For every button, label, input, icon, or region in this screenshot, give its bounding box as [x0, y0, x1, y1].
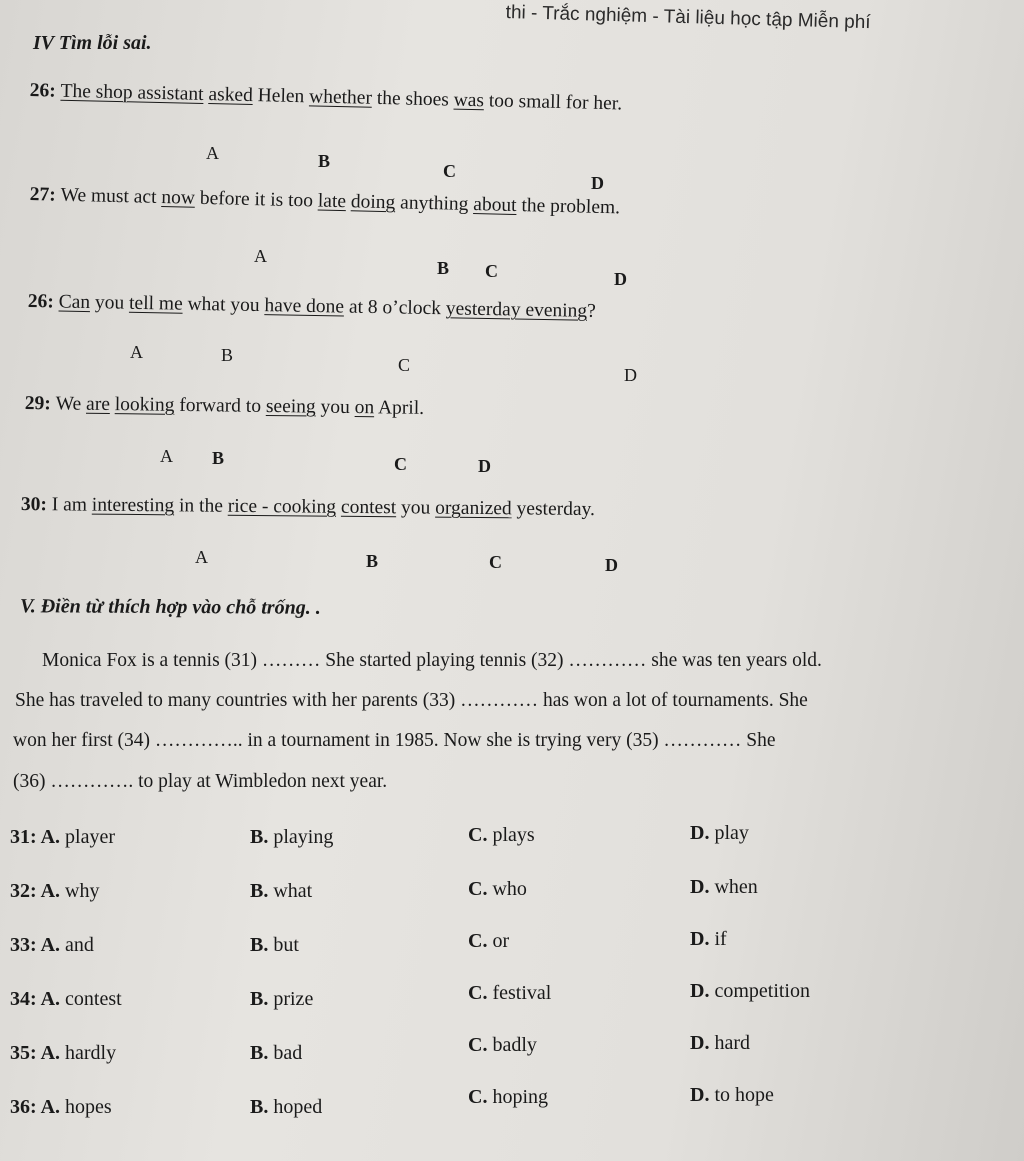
- option-value: when: [709, 876, 758, 898]
- option-key: D.: [690, 980, 710, 1002]
- underlined-segment: late: [317, 190, 347, 213]
- question-number: 29:: [24, 393, 56, 415]
- q30-label-d: D: [605, 555, 618, 575]
- option-number: 34:: [10, 988, 41, 1010]
- option-value: if: [709, 928, 727, 950]
- option-value: who: [487, 878, 527, 900]
- option-33-c: [468, 930, 509, 953]
- option-key: D.: [690, 928, 710, 950]
- sentence-segment: before it is too: [194, 187, 319, 212]
- section-4-title: IV Tìm lỗi sai.: [33, 32, 152, 54]
- option-value: to hope: [709, 1084, 774, 1106]
- option-key: D.: [690, 876, 710, 898]
- section-5-title: V. Điền từ thích hợp vào chỗ trống. .: [19, 595, 321, 619]
- option-value: what: [268, 880, 313, 902]
- q26-label-a: A: [206, 143, 219, 163]
- option-34-b: [250, 988, 313, 1011]
- sentence-segment: Helen: [252, 85, 310, 108]
- option-key: A.: [40, 988, 61, 1010]
- q26-label-b: B: [318, 151, 331, 171]
- q29-label-c: C: [394, 454, 407, 474]
- option-value: bad: [268, 1042, 303, 1064]
- watermark-text: thi - Trắc nghiệm - Tài liệu học tập Miễn phí: [505, 2, 871, 34]
- option-33-d: [690, 928, 727, 951]
- question-30-sentence: [21, 494, 595, 521]
- question-26-sentence: [30, 80, 623, 115]
- option-value: hard: [709, 1032, 750, 1054]
- sentence-segment: April.: [374, 397, 425, 419]
- underlined-segment: looking: [114, 394, 175, 416]
- sentence-segment: you: [396, 497, 436, 519]
- q28-label-d: D: [624, 365, 637, 385]
- sentence-segment: the shoes: [371, 87, 454, 111]
- option-31-d: [690, 822, 749, 845]
- q27-label-a: A: [254, 246, 267, 266]
- underlined-segment: seeing: [265, 395, 316, 418]
- q30-label-a: A: [195, 547, 208, 567]
- q29-label-a: A: [160, 446, 173, 466]
- question-29-sentence: [25, 393, 424, 420]
- option-value: badly: [487, 1034, 537, 1056]
- underlined-segment: whether: [308, 86, 373, 109]
- option-35-c: [468, 1034, 537, 1057]
- underlined-segment: contest: [340, 496, 397, 519]
- q26-label-d: D: [591, 173, 604, 193]
- passage-line-3: won her first (34) ………….. in a tournament in 1985. Now she is trying very (35) ………… She: [13, 730, 776, 751]
- option-value: hopes: [60, 1096, 112, 1118]
- option-key: B.: [250, 826, 269, 848]
- option-value: plays: [487, 824, 535, 846]
- option-value: hoped: [268, 1096, 323, 1118]
- option-36-b: [250, 1096, 322, 1119]
- sentence-segment: too small for her.: [483, 90, 623, 115]
- option-value: hoping: [487, 1086, 549, 1108]
- option-32-d: [690, 876, 758, 899]
- option-value: play: [709, 822, 749, 844]
- option-value: playing: [268, 826, 334, 848]
- question-27-sentence: [30, 184, 621, 219]
- underlined-segment: are: [85, 393, 111, 416]
- option-value: festival: [487, 982, 552, 1004]
- option-key: B.: [250, 934, 269, 956]
- q28-label-c: C: [398, 355, 411, 375]
- option-value: why: [60, 880, 100, 902]
- option-key: C.: [468, 1086, 488, 1108]
- sentence-segment: ?: [586, 300, 596, 322]
- option-33-b: [250, 934, 299, 957]
- option-key: C.: [468, 878, 488, 900]
- option-value: hardly: [60, 1042, 117, 1064]
- option-key: A.: [40, 934, 61, 956]
- passage-line-2: She has traveled to many countries with her parents (33) ………… has won a lot of tournaments. She: [15, 690, 808, 711]
- q28-label-b: B: [221, 345, 234, 365]
- underlined-segment: rice - cooking: [227, 495, 337, 518]
- sentence-segment: yesterday.: [511, 498, 596, 521]
- sentence-segment: We must act: [60, 184, 162, 208]
- option-36-c: [468, 1086, 548, 1109]
- option-number: 33:: [10, 934, 41, 956]
- option-32-a: [10, 880, 99, 903]
- underlined-segment: The shop assistant: [60, 80, 204, 105]
- sentence-segment: anything: [395, 192, 474, 216]
- sentence-segment: what you: [182, 293, 265, 317]
- underlined-segment: yesterday evening: [445, 298, 588, 322]
- option-34-a: [10, 988, 122, 1011]
- option-34-c: [468, 982, 551, 1005]
- option-number: 35:: [10, 1042, 41, 1064]
- option-34-d: [690, 980, 810, 1003]
- option-key: B.: [250, 1096, 269, 1118]
- option-key: A.: [40, 880, 61, 902]
- option-value: competition: [709, 980, 810, 1002]
- option-key: C.: [468, 930, 488, 952]
- option-key: D.: [690, 822, 710, 844]
- sentence-segment: I am: [51, 494, 92, 516]
- option-number: 31:: [10, 826, 41, 848]
- underlined-segment: about: [473, 194, 517, 217]
- option-number: 32:: [10, 880, 41, 902]
- q29-label-d: D: [478, 456, 491, 476]
- q30-label-c: C: [489, 552, 502, 572]
- underlined-segment: have done: [264, 295, 345, 318]
- sentence-segment: in the: [174, 495, 228, 517]
- q26-label-c: C: [443, 161, 456, 181]
- option-35-b: [250, 1042, 302, 1065]
- option-35-a: [10, 1042, 116, 1065]
- q27-label-c: C: [485, 261, 498, 281]
- q27-label-d: D: [614, 269, 627, 289]
- sentence-segment: We: [55, 393, 87, 415]
- q29-label-b: B: [212, 448, 225, 468]
- underlined-segment: now: [161, 186, 196, 209]
- option-key: B.: [250, 880, 269, 902]
- option-36-a: [10, 1096, 112, 1119]
- underlined-segment: was: [453, 89, 485, 112]
- underlined-segment: tell me: [128, 292, 183, 315]
- option-key: A.: [40, 1042, 61, 1064]
- option-key: A.: [40, 1096, 61, 1118]
- option-key: A.: [40, 826, 61, 848]
- option-key: B.: [250, 988, 269, 1010]
- option-key: C.: [468, 824, 488, 846]
- option-key: C.: [468, 982, 488, 1004]
- option-36-d: [690, 1084, 774, 1107]
- option-31-b: [250, 826, 333, 849]
- q30-label-b: B: [366, 551, 379, 571]
- sentence-segment: at 8 o’clock: [343, 296, 447, 320]
- question-number: 27:: [29, 184, 61, 206]
- option-32-b: [250, 880, 312, 903]
- sentence-segment: you: [315, 396, 355, 419]
- option-key: B.: [250, 1042, 269, 1064]
- underlined-segment: organized: [435, 497, 512, 520]
- question-28-sentence: [28, 291, 596, 323]
- q27-label-b: B: [437, 258, 450, 278]
- underlined-segment: asked: [208, 84, 254, 107]
- passage-line-4: (36) …………. to play at Wimbledon next year.: [13, 771, 388, 792]
- option-33-a: [10, 934, 94, 957]
- option-key: D.: [690, 1032, 710, 1054]
- underlined-segment: Can: [58, 291, 91, 314]
- underlined-segment: doing: [350, 191, 396, 214]
- question-number: 26:: [29, 80, 61, 102]
- option-value: or: [487, 930, 510, 952]
- option-32-c: [468, 878, 527, 901]
- question-number: 30:: [20, 494, 52, 516]
- option-value: prize: [268, 988, 314, 1010]
- option-key: C.: [468, 1034, 488, 1056]
- sentence-segment: you: [89, 292, 130, 314]
- option-key: D.: [690, 1084, 710, 1106]
- option-31-c: [468, 824, 535, 847]
- option-31-a: [10, 826, 115, 849]
- sentence-segment: forward to: [174, 394, 267, 417]
- passage-line-1: Monica Fox is a tennis (31) ……… She started playing tennis (32) ………… she was ten years old.: [42, 650, 822, 671]
- underlined-segment: interesting: [91, 494, 175, 517]
- underlined-segment: on: [354, 397, 375, 419]
- sentence-segment: the problem.: [516, 195, 621, 219]
- question-number: 26:: [27, 291, 59, 313]
- option-number: 36:: [10, 1096, 41, 1118]
- option-value: but: [268, 934, 299, 956]
- option-35-d: [690, 1032, 750, 1055]
- option-value: contest: [60, 988, 122, 1010]
- option-value: and: [60, 934, 94, 956]
- option-value: player: [60, 826, 115, 848]
- q28-label-a: A: [130, 342, 143, 362]
